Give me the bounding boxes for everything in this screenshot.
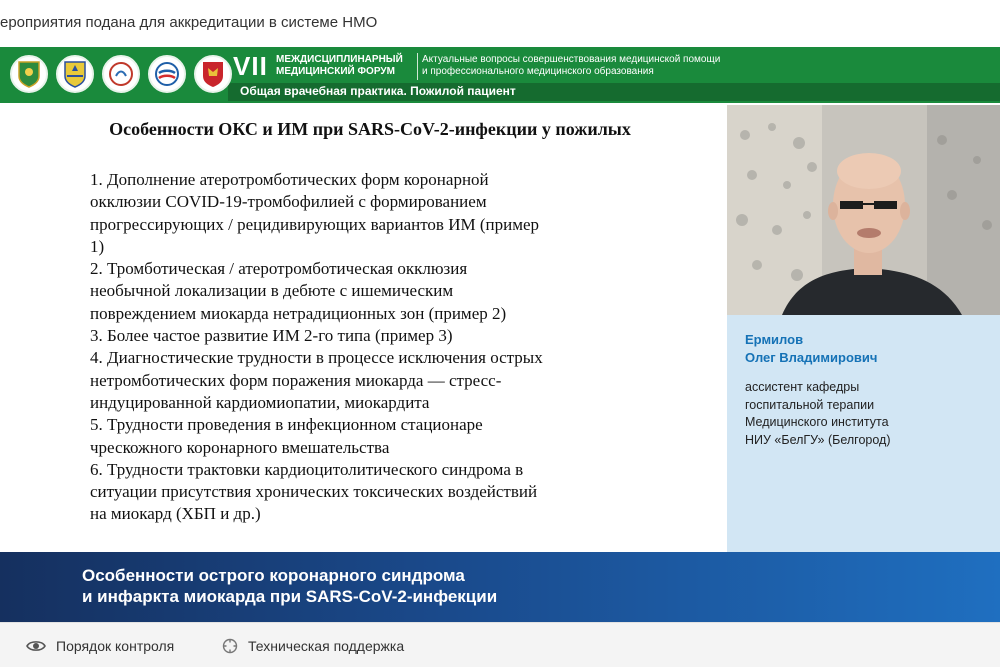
speaker-position (745, 379, 985, 449)
tech-support-link[interactable] (222, 623, 404, 668)
slide-point-line: на миокард (ХБП и др.) (90, 504, 261, 524)
bottom-bar (0, 622, 1000, 667)
forum-name (276, 54, 403, 78)
slide-point-line: повреждением миокарда нетрадиционных зон (пример 2) (90, 303, 507, 323)
forum-topic-line2: и профессионального медицинского образования (422, 66, 654, 77)
tech-support-label: Техническая поддержка (248, 637, 405, 654)
forum-banner (0, 47, 1000, 103)
slide-point-line: чрескожного коронарного вмешательства (90, 437, 390, 457)
speaker-given-names: Олег Владимирович (745, 350, 878, 365)
city-coat-of-arms-icon (56, 55, 94, 93)
slide-point (90, 414, 650, 459)
slide-point-line: 6. Трудности трактовки кардиоцитолитического синдрома в (90, 459, 524, 479)
slide-point (90, 459, 650, 526)
forum-track: Общая врачебная практика. Пожилой пациент (240, 84, 516, 98)
slide-point-line: 2. Тромботическая / атеротромботическая окклюзия (90, 259, 468, 279)
page-header (0, 0, 1000, 47)
slide-point-line: 1) (90, 236, 105, 256)
slide-point-line: 5. Трудности проведения в инфекционном стационаре (90, 415, 483, 435)
page-title: ероприятия подана для аккредитации в системе НМО (0, 14, 378, 31)
regional-emblem-icon (10, 55, 48, 93)
speaker-info-panel (727, 315, 1000, 552)
speaker-position-line: ассистент кафедры (745, 380, 860, 394)
presentation-slide (0, 105, 727, 552)
lecture-title-line2: и инфаркта миокарда при SARS-CoV-2-инфекции (82, 587, 498, 606)
speaker-position-line: госпитальной терапии (745, 397, 875, 412)
forum-numeral: VII (233, 51, 268, 81)
partner-logos (10, 55, 232, 95)
lower-third-strip (0, 552, 1000, 622)
slide-point-line: необычной локализации в дебюте с ишемическим (90, 281, 454, 301)
slide-point (90, 258, 650, 325)
speaker-webcam (727, 105, 1000, 315)
medical-society-logo-icon (102, 55, 140, 93)
slide-point-line: прогрессирующих / рецидивирующих вариантов ИМ (пример (90, 214, 540, 234)
control-procedure-link[interactable] (26, 623, 174, 668)
forum-name-line1: МЕЖДИСЦИПЛИНАРНЫЙ (276, 54, 403, 65)
slide-point-line: нетромботических форм поражения миокарда — стресс- (90, 370, 502, 390)
slide-point (90, 325, 650, 347)
support-icon (222, 638, 238, 654)
slide-point (90, 169, 650, 258)
slide-point-line: 4. Диагностические трудности в процессе исключения острых (90, 348, 543, 368)
forum-topic (422, 54, 720, 78)
slide-points (90, 169, 650, 526)
eye-icon (26, 639, 46, 653)
speaker-position-line: Медицинского института (745, 415, 889, 429)
control-procedure-label: Порядок контроля (56, 637, 175, 654)
slide-point-line: ситуации присутствия хронических токсических воздействий (90, 482, 538, 502)
video-player[interactable] (0, 47, 1000, 622)
forum-topic-line1: Актуальные вопросы совершенствования медицинской помощи (422, 54, 721, 65)
lecture-title (82, 565, 497, 607)
forum-name-line2: МЕДИЦИНСКИЙ ФОРУМ (276, 66, 395, 77)
slide-point-line: 1. Дополнение атеротромботических форм коронарной (90, 170, 489, 189)
slide-point-line: окклюзии COVID-19-тромбофилией с формированием (90, 192, 487, 212)
russia-coat-of-arms-icon (194, 55, 232, 93)
slide-point-line: индуцированной кардиомиопатии, миокардита (90, 392, 430, 412)
speaker-surname: Ермилов (745, 332, 804, 347)
banner-divider (417, 53, 418, 80)
lecture-title-line1: Особенности острого коронарного синдрома (82, 566, 465, 585)
speaker-position-line: НИУ «БелГУ» (Белгород) (745, 432, 891, 447)
speaker-video-frame (727, 105, 1000, 315)
slide-point (90, 347, 650, 414)
slide-title: Особенности ОКС и ИМ при SARS-CoV-2-инфекции у пожилых (109, 119, 631, 139)
speaker-name (745, 331, 985, 367)
slide-point-line: 3. Более частое развитие ИМ 2-го типа (пример 3) (90, 326, 453, 346)
ministry-logo-icon (148, 55, 186, 93)
